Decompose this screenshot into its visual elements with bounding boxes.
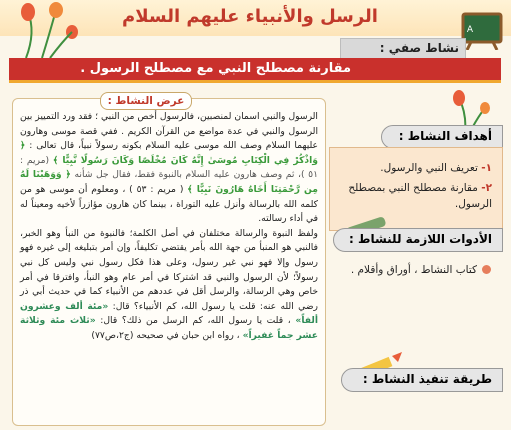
goal-number: ١- bbox=[481, 162, 492, 174]
paragraph-intro: الرسول والنبي اسمان لمنصبين، فالرسول أخص من النبي ؛ فقد ورد التمييز بين الرسول والنبي في عدة مواضع من القرآن الكريم . ففي قصة موسى وهارون عليهما السلام وصف الله موسى عليه السلام بكونه رسولاً نبياً، قال تعالى : bbox=[20, 111, 318, 152]
goals-label: أهداف النشاط : bbox=[398, 129, 492, 143]
topic-banner-text: مقارنة مصطلح النبي مع مصطلح الرسول . bbox=[80, 61, 351, 76]
goals-section-tag bbox=[381, 125, 503, 149]
quran-verse: ﴿ وَاذْكُرْ فِي الْكِتَابِ مُوسَىٰ إِنَّهُ كَانَ مُخْلَصًا وَكَانَ رَسُولًا نَّبِيًّا ﴾ bbox=[20, 140, 318, 166]
goal-item bbox=[337, 160, 492, 176]
activity-body bbox=[20, 110, 318, 344]
topic-banner bbox=[9, 58, 501, 80]
goal-number: ٢- bbox=[481, 182, 492, 194]
hadith-quote: «ثلاث مئة وثلاثة عشر جماً غفيراً» bbox=[20, 315, 318, 341]
paragraph-text: ( مريم : ٥٣ ) ، ومعلوم أن موسى هو من كلمه الله بالرسالة وأنزل عليه التوراة ، بينما كان هارون مؤازراً لأخيه ومعيناً له في أداء رسالته. bbox=[20, 183, 318, 225]
tools-list-item bbox=[351, 264, 491, 276]
flower-decoration-icon bbox=[6, 2, 86, 60]
chalkboard-icon bbox=[461, 8, 505, 50]
paragraph-text: ، قلت يا رسول الله، كم الرسل من ذلك؟ قال: bbox=[100, 315, 291, 327]
hadith-quote: «مئة ألف وعشرون ألفاً» bbox=[20, 300, 318, 327]
paragraph-text: ولفظ النبوة والرسالة مختلفان في أصل الكلمة؛ فالنبوة من النبأ وهو الخبر، فالنبي هو المنبأ من جهة الله بأمر يقتضي تكليفاً، وإن أمر بتبليغه إلى غيره فهو رسول وإلا فهو نبي غير رسول، وعلى هذا فكل رسول نبي وليس كل نبي رسولاً؛ لأن الرسول والنبي قد اشتركا في أمر عام وهو النبأ، وافترقا في أمر خاص وهي الرسالة، والرسل أقل في عددهم من الأنبياء كما في حديث أبي ذر رضي الله عنه: قلت يا رسول الله، كم الأنبياء؟ قال: bbox=[20, 227, 318, 312]
goal-text: تعريف النبي والرسول. bbox=[380, 162, 478, 174]
verse-reference: (مريم : ٥١ )، ثم وصف هارون عليه السلام بالنبوة فقط، فقال جل شأنه bbox=[20, 154, 319, 181]
hadith-source: ، رواه ابن حبان في صحيحه (ج٢،ص٧٧) bbox=[91, 329, 240, 341]
goal-text: مقارنة مصطلح النبي بمصطلح الرسول. bbox=[348, 182, 492, 210]
execution-label: طريقة تنفيذ النشاط : bbox=[362, 372, 492, 386]
page-title: الرسل والأنبياء عليهم السلام bbox=[122, 6, 378, 27]
quran-verse: ﴿ وَوَهَبْنَا لَهُ مِن رَّحْمَتِنَا أَخَاهُ هَارُونَ نَبِيًّا ﴾ bbox=[20, 169, 318, 195]
svg-text:A: A bbox=[466, 25, 473, 35]
execution-section-tag bbox=[341, 368, 503, 392]
class-activity-box bbox=[340, 38, 466, 60]
tools-section-tag bbox=[333, 228, 503, 252]
tools-item-text: كتاب النشاط ، أوراق وأقلام . bbox=[350, 264, 477, 276]
tools-label: الأدوات اللازمة للنشاط : bbox=[349, 232, 492, 246]
bullet-icon bbox=[482, 265, 491, 274]
class-activity-label: نشاط صفي : bbox=[379, 41, 459, 55]
banner-divider bbox=[9, 80, 501, 83]
goal-item bbox=[337, 180, 492, 212]
activity-content-heading: عرض النشاط : bbox=[100, 92, 192, 110]
